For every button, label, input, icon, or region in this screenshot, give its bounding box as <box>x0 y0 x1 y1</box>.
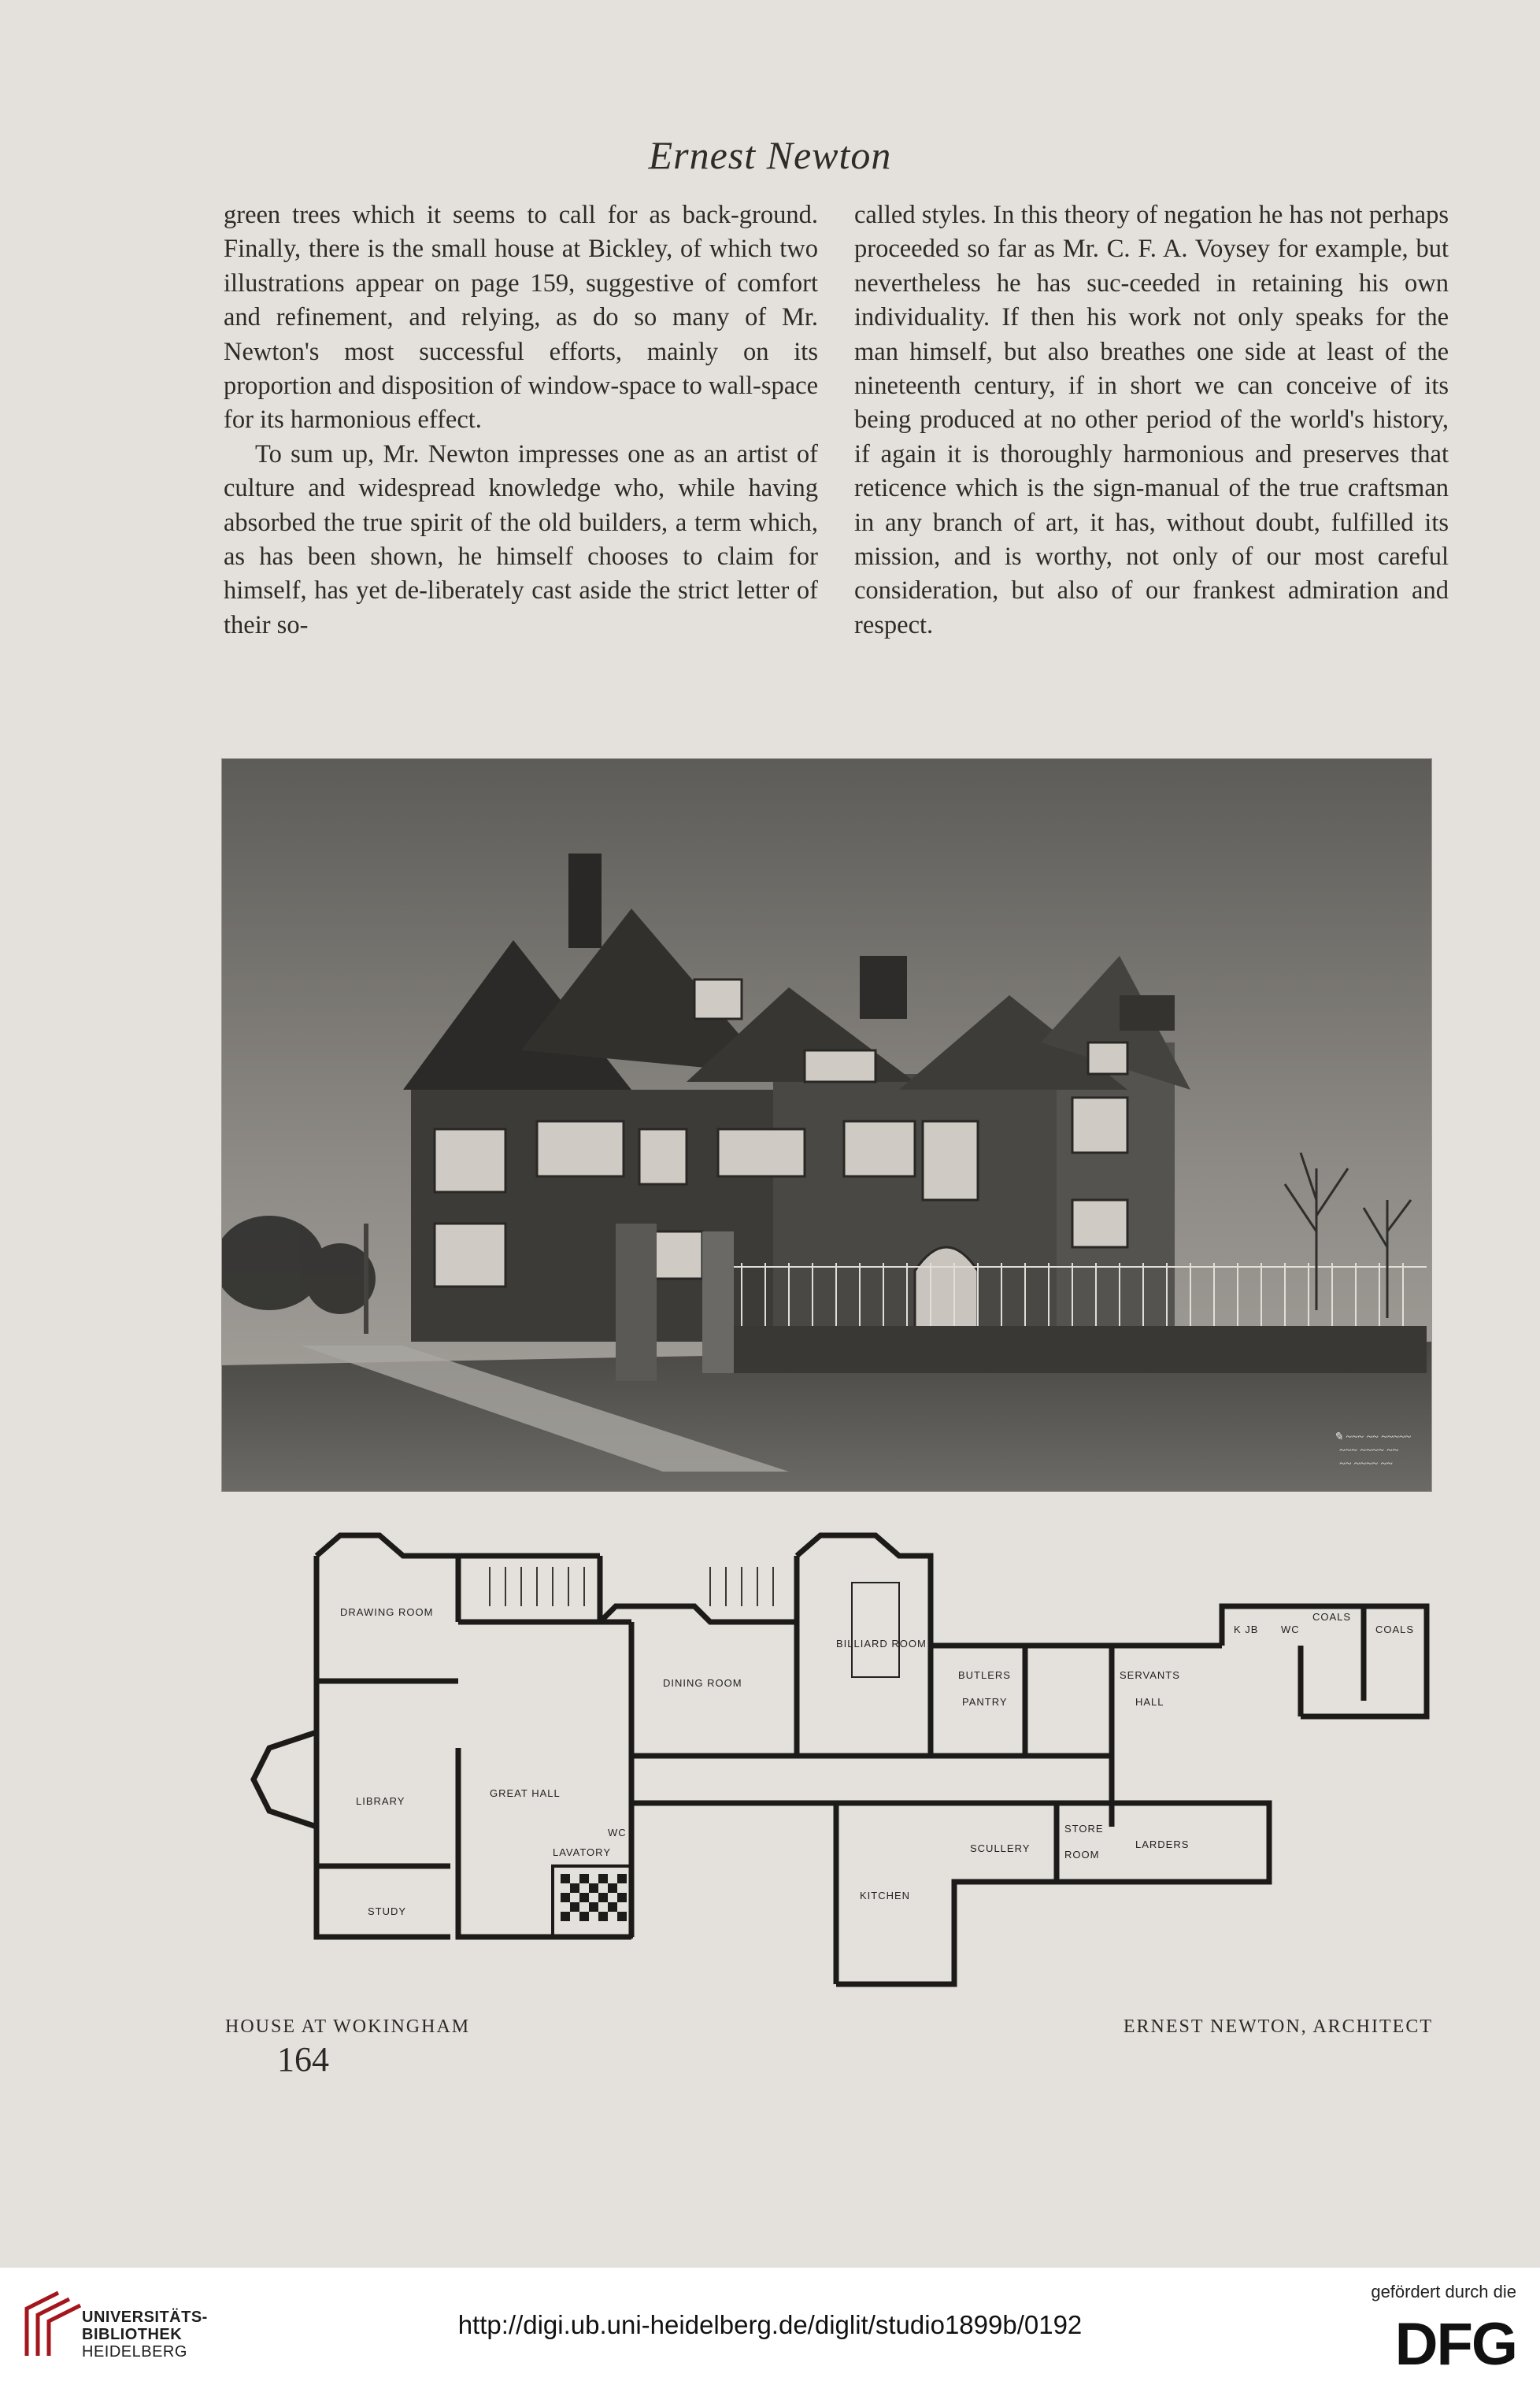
page-number: 164 <box>277 2040 329 2079</box>
room-label-coals: COALS <box>1312 1611 1352 1623</box>
room-label-kitchen: KITCHEN <box>860 1890 911 1901</box>
caption-title: HOUSE AT WOKINGHAM <box>225 2016 471 2037</box>
room-label-library: LIBRARY <box>356 1795 405 1807</box>
library-line: BIBLIOTHEK <box>82 2326 183 2343</box>
artist-signature: ✎ ~~~ ~~ ~~~~~ ~~~ ~~~~ ~~ ~~ ~~~~ ~~ <box>1334 1431 1411 1470</box>
footer-bar <box>0 2268 1540 2381</box>
paragraph: called styles. In this theory of negation he has not perhaps proceeded so far as Mr. C. F. A. Voysey for example, but nevertheless he has suc-ceeded in retaining his own individuality. If then his work not only speaks for the man himself, but also breathes one side at least of the nineteenth century, if in short we can conceive of its being produced at no other period of the world's history, if again it is thoroughly harmonious and preserves that reticence which is the sign-manual of the true craftsman in any branch of art, it has, without doubt, fulfilled its mission, and is worthy, not only of our most careful consideration, but also of our frankest admiration and respect. <box>854 201 1449 639</box>
room-label-wc: WC <box>608 1827 627 1839</box>
running-head: Ernest Newton <box>648 133 892 177</box>
room-label-larders: LARDERS <box>1135 1839 1190 1850</box>
paragraph: To sum up, Mr. Newton impresses one as an artist of culture and widespread knowledge who, while having absorbed the true spirit of the old builders, a term which, as has been shown, he himself chooses to claim for himself, has yet de-liberately cast aside the strict letter of their so- <box>224 439 818 639</box>
paragraph: green trees which it seems to call for as back-ground. Finally, there is the small house at Bickley, of which two illustrations appear on page 159, suggestive of comfort and refinement, and relying, as do so many of Mr. Newton's most successful efforts, mainly on its proportion and disposition of window-space to wall-space for its harmonious effect. <box>224 201 818 435</box>
room-label-drawing-room: DRAWING ROOM <box>340 1606 434 1618</box>
permalink[interactable]: http://digi.ub.uni-heidelberg.de/diglit/studio1899b/0192 <box>457 2310 1083 2339</box>
floor-plan <box>222 1512 1431 2000</box>
room-label-dining-room: DINING ROOM <box>663 1677 742 1689</box>
text-column-right <box>854 198 1449 642</box>
room-label-room: ROOM <box>1064 1849 1100 1861</box>
room-label-servants: SERVANTS <box>1120 1669 1180 1681</box>
library-line: UNIVERSITÄTS- <box>82 2309 208 2326</box>
room-label-wc: WC <box>1281 1624 1300 1635</box>
room-label-butlers: BUTLERS <box>958 1669 1011 1681</box>
room-label-pantry: PANTRY <box>962 1696 1008 1708</box>
room-label-billiard-room: BILLIARD ROOM <box>836 1638 927 1650</box>
room-label-store: STORE <box>1064 1823 1104 1835</box>
house-illustration <box>222 759 1431 1491</box>
room-label-lavatory: LAVATORY <box>553 1846 611 1858</box>
floor-plan-drawing <box>222 1512 1431 2000</box>
dfg-logo: DFG <box>1394 2311 1516 2378</box>
funding-note: gefördert durch die <box>1371 2282 1516 2301</box>
room-label-great-hall: GREAT HALL <box>490 1787 561 1799</box>
room-label-kjb: K JB <box>1234 1624 1259 1635</box>
room-label-hall: HALL <box>1135 1696 1164 1708</box>
room-label-scullery: SCULLERY <box>970 1842 1031 1854</box>
room-label-study: STUDY <box>368 1905 407 1917</box>
library-line: HEIDELBERG <box>82 2343 187 2361</box>
house-drawing <box>222 759 1431 1491</box>
caption-architect: ERNEST NEWTON, ARCHITECT <box>1123 2016 1433 2037</box>
text-column-left <box>224 198 818 642</box>
room-label-coals: COALS <box>1375 1624 1415 1635</box>
